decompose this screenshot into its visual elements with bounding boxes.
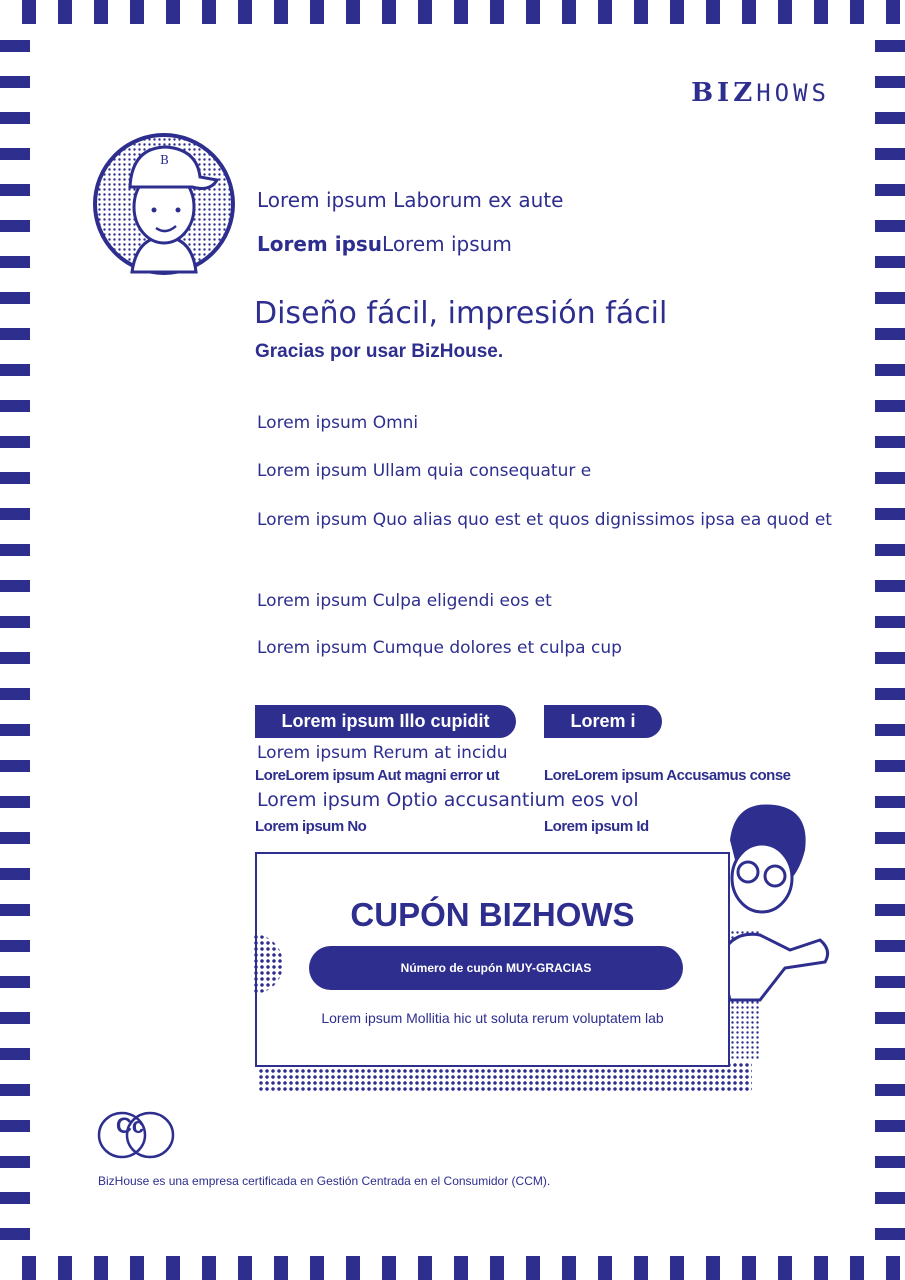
avatar-illustration [92, 132, 236, 276]
paragraph: Lorem ipsum Culpa eligendi eos et [257, 591, 552, 611]
headline-subtitle: Gracias por usar BizHouse. [255, 341, 504, 362]
card-2-line-2: Lorem ipsum Id [544, 818, 649, 835]
intro-line-2: Lorem ipsuLorem ipsum [257, 232, 512, 256]
card-1-line-2: Lorem ipsum No [255, 818, 367, 835]
coupon-code[interactable]: Número de cupón MUY-GRACIAS [309, 946, 683, 990]
border-right [875, 40, 905, 1250]
card-1-subtitle: Lorem ipsum Rerum at incidu [257, 743, 508, 763]
coupon-card [255, 852, 730, 1067]
intro-line-1: Lorem ipsum Laborum ex aute [257, 188, 564, 212]
svg-text:B: B [160, 153, 169, 167]
border-top [0, 0, 905, 24]
paragraph: Lorem ipsum Omni [257, 413, 419, 433]
ccm-logo: Cc [96, 1110, 176, 1160]
paragraph: Lorem ipsum Cumque dolores et culpa cup [257, 638, 622, 658]
paragraph: Lorem ipsum Quo alias quo est et quos dignissimos ipsa ea quod et [257, 510, 832, 530]
card-1-line-1: LoreLorem ipsum Aut magni error ut [255, 767, 500, 784]
coupon-notch [253, 934, 283, 994]
bizhows-logo: BIZHOWS [691, 78, 830, 108]
card-2-pill: Lorem i [544, 705, 662, 738]
coupon-title: CUPÓN BIZHOWS [350, 896, 635, 933]
card-1-pill: Lorem ipsum Illo cupidit [255, 705, 516, 738]
card-1-overlay-text: Lorem ipsum Optio accusantium eos vol [257, 789, 639, 811]
border-bottom [0, 1256, 905, 1280]
footer-text: BizHouse es una empresa certificada en Gestión Centrada en el Consumidor (CCM). [98, 1174, 551, 1188]
paragraph: Lorem ipsum Ullam quia consequatur e [257, 461, 592, 481]
headline-title: Diseño fácil, impresión fácil [254, 296, 668, 331]
border-left [0, 40, 30, 1250]
card-2-line-1: LoreLorem ipsum Accusamus conse [544, 767, 791, 784]
coupon-note: Lorem ipsum Mollitia hic ut soluta rerum voluptatem lab [321, 1010, 664, 1026]
